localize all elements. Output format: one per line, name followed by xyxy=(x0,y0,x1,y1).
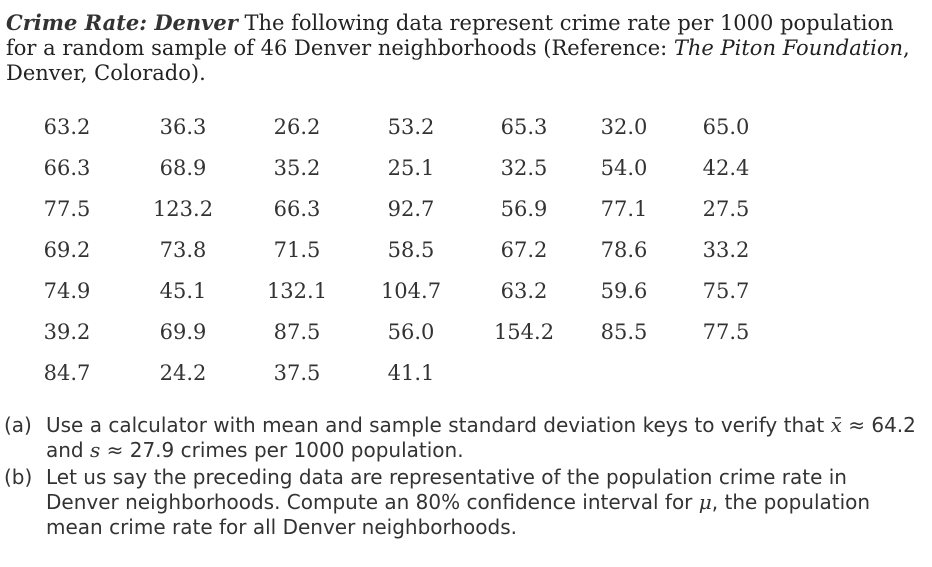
problem-intro xyxy=(6,10,924,86)
table-cell: 39.2 xyxy=(43,320,91,344)
table-cell: 65.3 xyxy=(500,115,548,139)
part-a-text-3: ≈ 27.9 crimes per 1000 population. xyxy=(100,438,464,462)
table-cell: 77.5 xyxy=(43,197,91,221)
table-cell: 56.0 xyxy=(387,320,435,344)
table-cell: 35.2 xyxy=(273,156,321,180)
table-cell: 123.2 xyxy=(152,197,214,221)
intro-text: The following data represent crime rate per 1000 population for a random sample of 46 Denver neighborhoods (Reference: xyxy=(6,11,894,60)
part-b-text: Let us say the preceding data are representative of the population crime rate in Denver neighborhoods. Compute an 80% confidence interval for xyxy=(46,465,847,514)
table-cell: 78.6 xyxy=(600,238,648,262)
part-a xyxy=(4,413,924,463)
table-cell: 73.8 xyxy=(159,238,207,262)
table-cell: 69.9 xyxy=(159,320,207,344)
table-cell: 71.5 xyxy=(273,238,321,262)
table-cell: 132.1 xyxy=(266,279,328,303)
table-cell: 26.2 xyxy=(273,115,321,139)
table-cell: 84.7 xyxy=(43,361,91,385)
part-a-label: (a) xyxy=(4,413,32,437)
intro-text-end: , Denver, Colorado). xyxy=(6,36,910,85)
table-cell: 66.3 xyxy=(273,197,321,221)
xbar-symbol: x̄ xyxy=(830,413,842,437)
table-cell: 32.5 xyxy=(500,156,548,180)
table-cell: 41.1 xyxy=(387,361,435,385)
part-b-text-2: , the population mean crime rate for all Denver neighborhoods. xyxy=(46,490,871,539)
table-cell: 63.2 xyxy=(500,279,548,303)
table-cell: 74.9 xyxy=(43,279,91,303)
table-cell: 37.5 xyxy=(273,361,321,385)
table-cell: 77.1 xyxy=(600,197,648,221)
table-cell: 68.9 xyxy=(159,156,207,180)
table-cell: 87.5 xyxy=(273,320,321,344)
table-cell: 65.0 xyxy=(702,115,750,139)
table-cell: 45.1 xyxy=(159,279,207,303)
table-cell: 69.2 xyxy=(43,238,91,262)
table-cell: 33.2 xyxy=(702,238,750,262)
part-a-text: Use a calculator with mean and sample standard deviation keys to verify that xyxy=(46,413,831,437)
data-table xyxy=(0,115,932,405)
table-cell: 24.2 xyxy=(159,361,207,385)
table-cell: 27.5 xyxy=(702,197,750,221)
table-cell: 42.4 xyxy=(702,156,750,180)
table-cell: 36.3 xyxy=(159,115,207,139)
table-cell: 63.2 xyxy=(43,115,91,139)
table-cell: 104.7 xyxy=(380,279,442,303)
question-parts xyxy=(4,413,924,540)
table-cell: 66.3 xyxy=(43,156,91,180)
table-cell: 59.6 xyxy=(600,279,648,303)
reference-name: The Piton Foundation xyxy=(673,36,904,60)
table-cell: 75.7 xyxy=(702,279,750,303)
table-cell: 56.9 xyxy=(500,197,548,221)
part-a-text-2: ≈ 64.2 and xyxy=(46,413,916,462)
table-cell: 154.2 xyxy=(493,320,555,344)
part-b-label: (b) xyxy=(4,465,33,489)
table-cell: 67.2 xyxy=(500,238,548,262)
s-symbol: s xyxy=(89,438,101,462)
table-cell: 77.5 xyxy=(702,320,750,344)
table-cell: 92.7 xyxy=(387,197,435,221)
table-cell: 54.0 xyxy=(600,156,648,180)
mu-symbol: μ xyxy=(698,490,712,514)
table-cell: 25.1 xyxy=(387,156,435,180)
table-cell: 85.5 xyxy=(600,320,648,344)
table-cell: 58.5 xyxy=(387,238,435,262)
table-cell: 53.2 xyxy=(387,115,435,139)
problem-title: Crime Rate: Denver xyxy=(6,10,238,35)
table-cell: 32.0 xyxy=(600,115,648,139)
part-b xyxy=(4,465,924,540)
